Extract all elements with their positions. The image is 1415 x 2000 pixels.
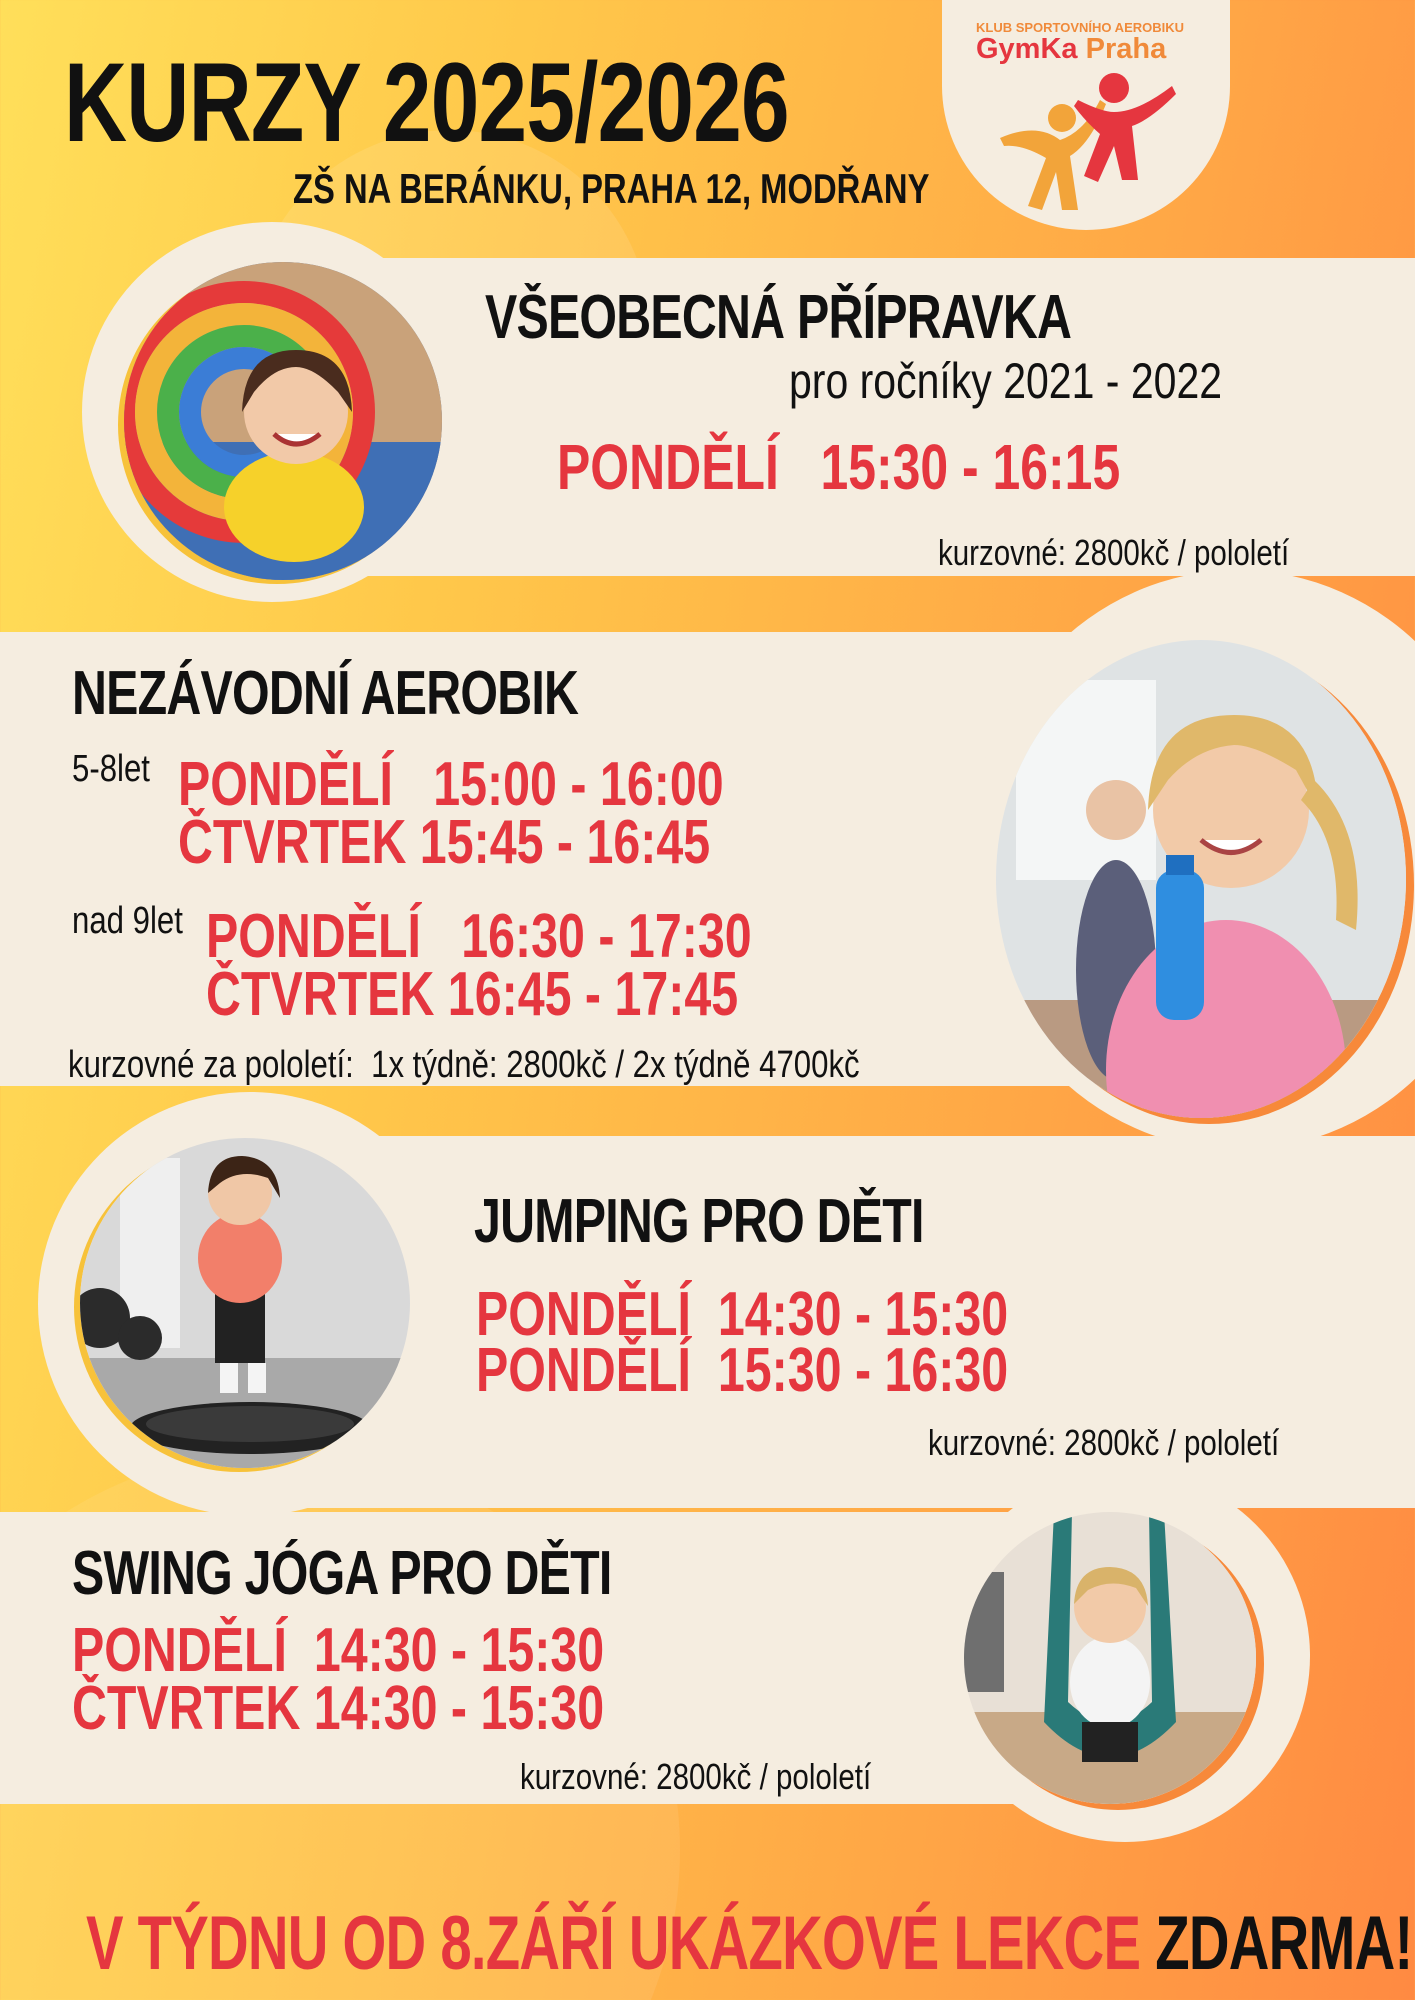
course-3-title: JUMPING PRO DĚTI — [474, 1187, 924, 1256]
course-2-photo — [996, 640, 1406, 1118]
page-title: KURZY 2025/2026 — [64, 40, 789, 165]
page-subtitle: ZŠ NA BERÁNKU, PRAHA 12, MODŘANY — [293, 165, 930, 212]
course-3-photo — [80, 1138, 410, 1468]
course-4-price: kurzovné: 2800kč / pololetí — [520, 1756, 872, 1797]
course-2-group-2-time-2: ČTVRTEK 16:45 - 17:45 — [206, 960, 739, 1029]
footer-banner — [86, 1900, 1412, 1987]
course-3-time-2: PONDĚLÍ 15:30 - 16:30 — [476, 1336, 1009, 1405]
child-trampoline-image — [80, 1138, 410, 1468]
course-1-photo — [124, 262, 442, 580]
logo-club-text: KLUB SPORTOVNÍHO AEROBIKU — [976, 20, 1185, 35]
course-1-price: kurzovné: 2800kč / pololetí — [938, 532, 1290, 573]
course-4-photo — [964, 1512, 1256, 1804]
course-2-age-1: 5-8let — [72, 748, 150, 790]
course-1-time-1: PONDĚLÍ 15:30 - 16:15 — [557, 431, 1121, 503]
course-4-time-2: ČTVRTEK 14:30 - 15:30 — [72, 1674, 605, 1743]
course-2-group-1-time-1: PONDĚLÍ 15:00 - 16:00 — [178, 750, 724, 819]
course-2-group-1-time-2: ČTVRTEK 15:45 - 16:45 — [178, 808, 711, 877]
course-3-price: kurzovné: 2800kč / pololetí — [928, 1422, 1280, 1463]
course-2-price: kurzovné za pololetí: 1x týdně: 2800kč / 2x týdně 4700kč — [68, 1044, 860, 1086]
course-1-note: pro ročníky 2021 - 2022 — [789, 353, 1223, 409]
girl-water-bottle-image — [996, 640, 1406, 1118]
course-1-title: VŠEOBECNÁ PŘÍPRAVKA — [485, 283, 1072, 352]
logo-figures-icon — [982, 60, 1192, 220]
course-4-time-1: PONDĚLÍ 14:30 - 15:30 — [72, 1616, 605, 1685]
child-tunnel-image — [124, 262, 442, 580]
course-2-group-2-time-1: PONDĚLÍ 16:30 - 17:30 — [206, 902, 752, 971]
course-4-title: SWING JÓGA PRO DĚTI — [72, 1539, 612, 1608]
logo-name-b: Praha — [1085, 33, 1167, 65]
course-3-time-1: PONDĚLÍ 14:30 - 15:30 — [476, 1280, 1009, 1349]
course-2-title: NEZÁVODNÍ AEROBIK — [72, 659, 579, 728]
logo-name-a: GymKa — [976, 33, 1078, 65]
course-2-age-2: nad 9let — [72, 900, 183, 942]
logo — [942, 0, 1230, 230]
footer-text-red: V TÝDNU OD 8.ZÁŘÍ UKÁZKOVÉ LEKCE — [86, 1901, 1141, 1986]
footer-text-black: ZDARMA! — [1155, 1901, 1413, 1986]
child-swing-yoga-image — [964, 1512, 1256, 1804]
